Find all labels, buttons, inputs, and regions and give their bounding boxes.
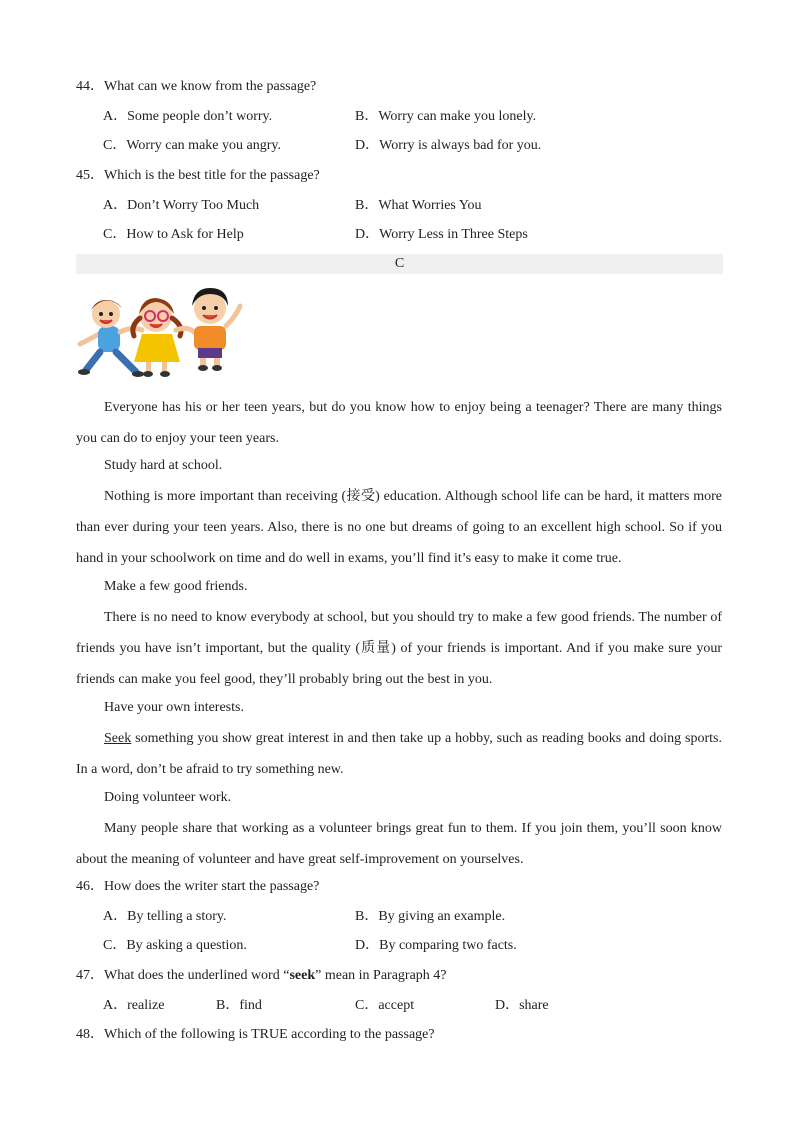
q47-stem-pre: 47．What does the underlined word “ [76,968,290,983]
passage-paragraph-3 [76,723,722,785]
q45-stem: 45．Which is the best title for the passage? [76,168,320,183]
q47-option-a: A．realize [103,998,165,1013]
q45-option-a: A．Don’t Worry Too Much [103,198,260,213]
q44-option-d: D．Worry is always bad for you. [355,138,542,153]
q44-option-a: A．Some people don’t worry. [103,109,273,124]
passage-heading-1: Study hard at school. [104,458,223,473]
q46-option-c: C．By asking a question. [103,938,247,953]
passage-paragraph-4: Many people share that working as a volunteer brings great fun to them. If you join them, you’ll soon know about the meaning of volunteer and have great self-improvement on yourselves. [76,821,722,867]
underlined-word-seek: Seek [104,731,132,746]
kid-left [78,300,144,377]
q44-option-c: C．Worry can make you angry. [103,138,281,153]
passage-intro: Everyone has his or her teen years, but do you know how to enjoy being a teenager? There are many things you can do to enjoy your teen years. [76,400,722,446]
passage-heading-4: Doing volunteer work. [104,790,232,805]
passage-paragraph-1: Nothing is more important than receiving (接受) education. Although school life can be hard, it matters more than ever during your teen years. Also, there is no one but dreams of going to an excellent high school. So if you hand in your schoolwork on time and do well in exams, you’ll find it’s easy to make it come true. [76,489,722,566]
q45-option-d: D．Worry Less in Three Steps [355,227,528,242]
q46-option-a: A．By telling a story. [103,909,227,924]
q45-option-c: C．How to Ask for Help [103,227,244,242]
q48-stem: 48．Which of the following is TRUE according to the passage? [76,1027,435,1042]
q44-option-b: B．Worry can make you lonely. [355,109,537,124]
q46-stem: 46．How does the writer start the passage? [76,879,320,894]
q47-stem [76,967,447,985]
kid-right [176,288,240,371]
passage-paragraph-3-text: something you show great interest in and then take up a hobby, such as reading books and doing sports. In a word, don’t be afraid to try something new. [76,731,722,777]
q46-option-d: D．By comparing two facts. [355,938,517,953]
section-c-header: C [76,254,723,274]
passage-paragraph-2: There is no need to know everybody at school, but you should try to make a few good friends. The number of friends you have isn’t important, but the quality (质量) of your friends is important. And if you make sure your friends can make you feel good, they’ll probably bring out the best in you. [76,610,722,687]
q47-option-d: D．share [495,998,549,1013]
passage-heading-3: Have your own interests. [104,700,244,715]
q46-option-b: B．By giving an example. [355,909,506,924]
q47-option-b: B．find [216,998,262,1013]
children-illustration [76,286,244,378]
q47-stem-post: ” mean in Paragraph 4? [315,968,447,983]
q47-option-c: C．accept [355,998,415,1013]
q44-stem: 44．What can we know from the passage? [76,79,317,94]
q47-keyword: seek [289,968,316,983]
q45-option-b: B．What Worries You [355,198,482,213]
passage-heading-2: Make a few good friends. [104,579,248,594]
